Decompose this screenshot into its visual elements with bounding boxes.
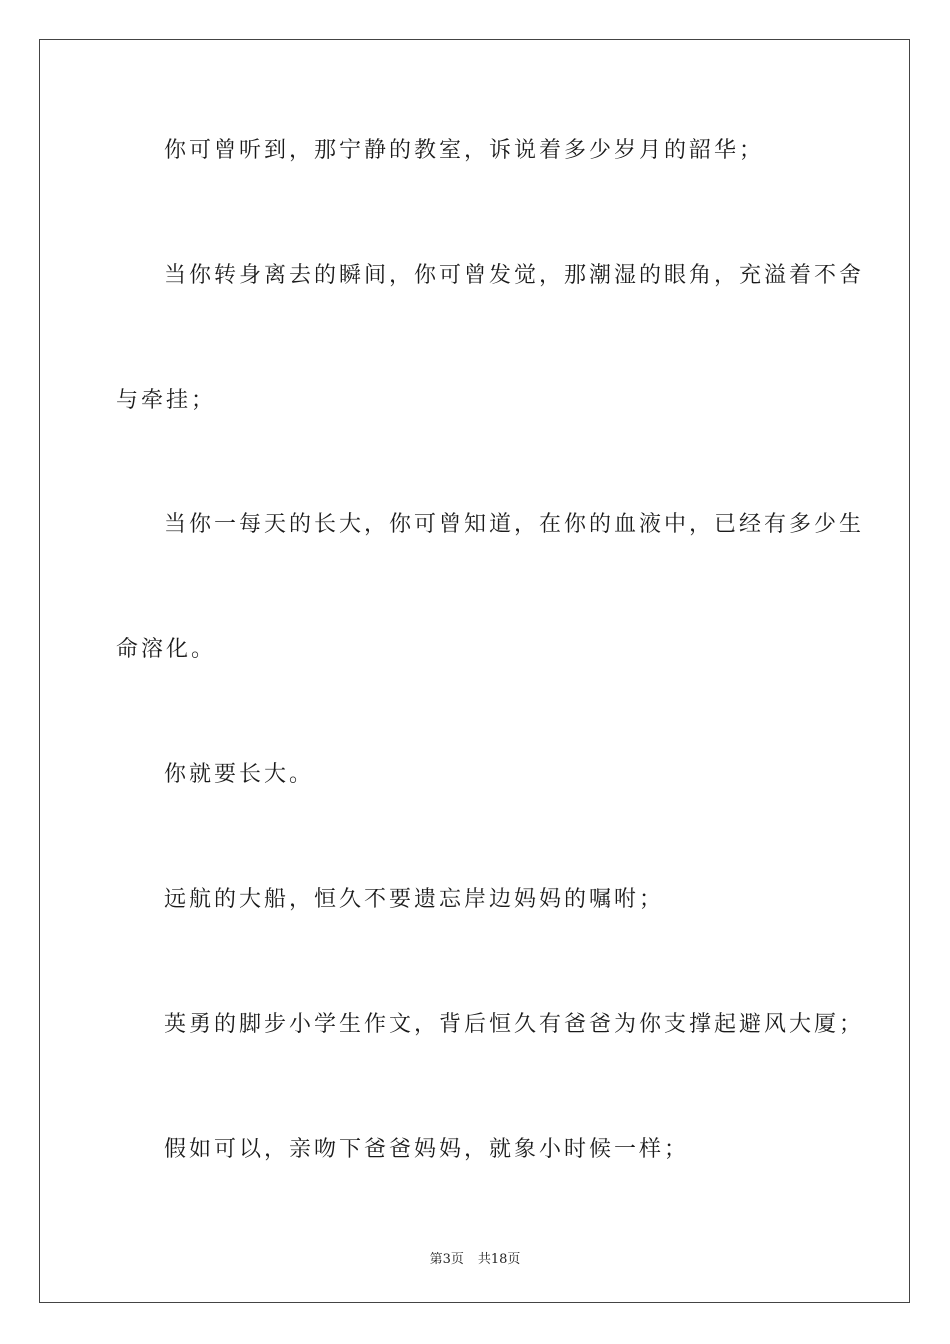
page-footer xyxy=(0,1248,950,1267)
paragraph-line-2-continued: 与牵挂； xyxy=(116,388,217,413)
page-number: 第3页 xyxy=(429,1252,464,1267)
paragraph-line-4: 你就要长大。 xyxy=(164,762,315,787)
paragraph-line-6: 英勇的脚步小学生作文，背后恒久有爸爸为你支撑起避风大厦； xyxy=(164,1012,865,1037)
paragraph-line-1: 你可曾听到，那宁静的教室，诉说着多少岁月的韶华； xyxy=(164,138,765,163)
paragraph-line-3-continued: 命溶化。 xyxy=(116,637,217,662)
paragraph-line-2: 当你转身离去的瞬间，你可曾发觉，那潮湿的眼角，充溢着不舍 xyxy=(164,263,865,288)
paragraph-line-5: 远航的大船，恒久不要遗忘岸边妈妈的嘱咐； xyxy=(164,887,665,912)
page-frame xyxy=(39,39,910,1303)
paragraph-line-3: 当你一每天的长大，你可曾知道，在你的血液中，已经有多少生 xyxy=(164,512,865,537)
page-total: 共18页 xyxy=(477,1252,521,1267)
paragraph-line-7: 假如可以，亲吻下爸爸妈妈，就象小时候一样； xyxy=(164,1137,690,1162)
